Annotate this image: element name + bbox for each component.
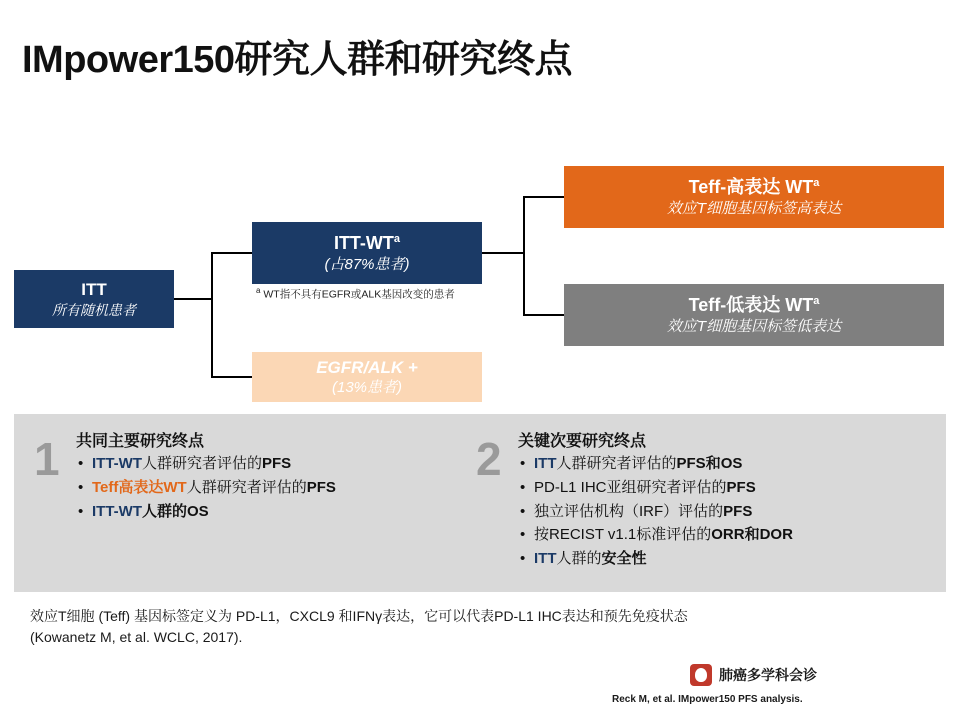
endpoint-lead: ITT-WT <box>92 502 142 520</box>
endpoint-tail: PFS和OS <box>676 455 743 472</box>
flow-box-egfr-alk <box>252 352 482 402</box>
wt-footnote-superscript: a <box>256 286 261 295</box>
secondary-endpoints-number: 2 <box>476 433 502 485</box>
endpoint-text: 按RECIST v1.1标准评估的 <box>534 526 712 544</box>
connector-to-teff-low <box>523 314 565 316</box>
connector-teff-vertical <box>523 196 525 316</box>
endpoint-tail: OS <box>187 502 209 520</box>
watermark <box>690 664 817 686</box>
connector-itt-vertical <box>211 253 213 377</box>
flow-box-teff-low-title-text: Teff-低表达 WT <box>688 295 814 316</box>
flow-box-itt-wt-subtitle: (占87%患者) <box>324 255 410 273</box>
flow-box-teff-high-title-text: Teff-高表达 WT <box>688 177 814 198</box>
flow-box-teff-high-superscript: a <box>813 177 820 190</box>
wt-footnote-text: WT指不具有EGFR或ALK基因改变的患者 <box>260 288 455 301</box>
connector-to-egfr <box>211 376 253 378</box>
primary-endpoints-column <box>34 428 474 526</box>
flow-box-itt-wt <box>252 222 482 284</box>
connector-ittwt-out <box>482 252 524 254</box>
endpoints-panel <box>14 414 946 592</box>
flow-box-itt-wt-title-text: ITT-WT <box>333 233 394 254</box>
list-item <box>518 479 946 498</box>
flow-box-itt <box>14 270 174 328</box>
flow-box-itt-subtitle: 所有随机患者 <box>52 301 136 318</box>
endpoint-tail: PFS <box>306 478 336 496</box>
secondary-endpoints-list <box>518 455 946 569</box>
list-item <box>518 503 946 522</box>
endpoint-text: 人群的 <box>141 502 187 520</box>
flow-box-egfr-alk-subtitle: (13%患者) <box>331 378 402 396</box>
flow-box-teff-high-title <box>689 177 820 198</box>
primary-endpoints-list <box>76 455 474 521</box>
endpoint-lead: Teff高表达WT <box>92 478 187 496</box>
primary-endpoints-heading: 共同主要研究终点 <box>76 433 205 450</box>
list-item <box>76 503 474 522</box>
endpoint-text: 人群研究者评估的 <box>556 455 677 472</box>
connector-to-ittwt <box>211 252 253 254</box>
flow-box-teff-low-subtitle: 效应T细胞基因标签低表达 <box>666 317 842 335</box>
flow-box-egfr-alk-title: EGFR/ALK + <box>316 358 418 378</box>
endpoint-tail: ORR和DOR <box>711 526 793 544</box>
flow-box-itt-wt-superscript: a <box>393 233 401 246</box>
endpoint-tail: PFS <box>726 478 756 496</box>
endpoint-text: 人群研究者评估的 <box>141 455 262 472</box>
wt-footnote <box>256 286 480 302</box>
watermark-text: 肺癌多学科会诊 <box>719 667 817 683</box>
endpoint-tail: PFS <box>262 455 292 472</box>
flow-box-teff-low-title <box>689 295 820 316</box>
secondary-endpoints-heading: 关键次要研究终点 <box>518 433 647 450</box>
endpoint-lead: ITT <box>534 550 557 567</box>
flow-box-itt-title: ITT <box>81 280 107 300</box>
flow-box-itt-wt-title <box>334 233 400 254</box>
primary-endpoints-number: 1 <box>34 433 60 485</box>
list-item <box>518 526 946 545</box>
endpoint-text: 人群的 <box>556 550 602 567</box>
endpoint-text: PD-L1 IHC亚组研究者评估的 <box>534 478 727 496</box>
lung-logo-icon <box>690 664 712 686</box>
secondary-endpoints-column <box>476 428 946 574</box>
flow-box-teff-high <box>564 166 944 228</box>
endpoint-lead: ITT <box>534 455 557 472</box>
endpoint-lead: ITT-WT <box>92 455 142 472</box>
flow-box-teff-low-superscript: a <box>813 295 820 308</box>
flow-box-teff-low <box>564 284 944 346</box>
reference-citation: Reck M, et al. IMpower150 PFS analysis. <box>612 694 803 705</box>
connector-to-teff-high <box>523 196 565 198</box>
list-item <box>518 550 946 569</box>
endpoint-text: 独立评估机构（IRF）评估的 <box>534 502 724 520</box>
endpoint-text: 人群研究者评估的 <box>186 478 307 496</box>
connector-itt-out <box>174 298 212 300</box>
flow-box-teff-high-subtitle: 效应T细胞基因标签高表达 <box>666 199 842 217</box>
page-title: IMpower150研究人群和研究终点 <box>22 39 573 81</box>
list-item <box>76 455 474 474</box>
endpoint-tail: 安全性 <box>601 550 647 567</box>
list-item <box>76 479 474 498</box>
list-item <box>518 455 946 474</box>
slide-footnote: 效应T细胞 (Teff) 基因标签定义为 PD-L1，CXCL9 和IFNγ表达，它可以代表PD-L1 IHC表达和预先免疫状态 (Kowanetz M, et al. WCLC, 2017). <box>30 608 688 645</box>
endpoint-tail: PFS <box>723 502 753 520</box>
